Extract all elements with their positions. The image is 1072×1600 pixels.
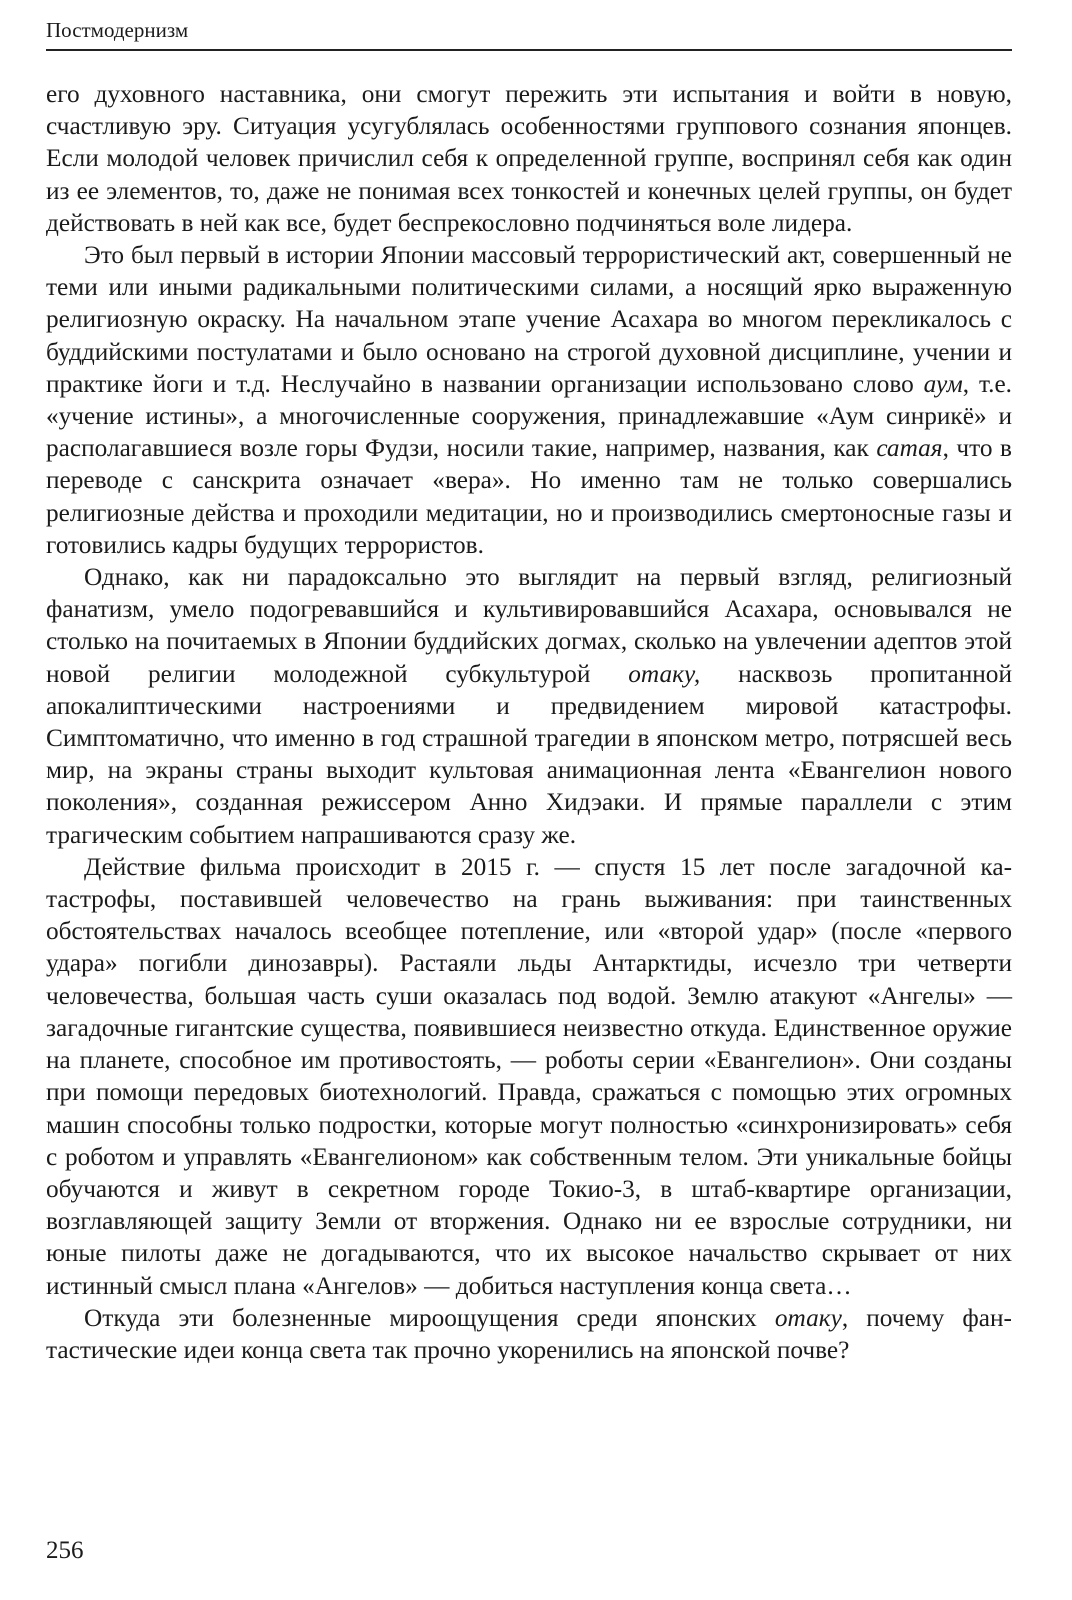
text-segment: , почему фантастические идеи конца света так прочно укоренились на японской почве? (46, 1303, 1012, 1364)
page-number: 256 (46, 1537, 84, 1564)
paragraph-1 (46, 78, 1012, 239)
italic-term: отаку, (628, 659, 701, 688)
body-text (46, 78, 1012, 1366)
text-segment: Однако, как ни парадоксально это выглядит на первый взгляд, религиозный фанатизм, умело подогревавшийся и культивировавшийся Асахара, основывался не столько на почитаемых в Японии буддийских догмах, сколько на увлечении адептов этой новой религии молодежной субкультурой (46, 563, 1012, 688)
paragraph-4 (46, 851, 1012, 1302)
text-segment: насквозь пропитанной апокалиптическими настроениями и предвидением мировой катастрофы. Симптоматично, что именно в год страшной трагедии в японском метро, потрясшей весь мир, на экраны страны выходит культовая анимационная лента «Евангелион нового поколения», созданная режиссером Анно Хидэаки. И прямые параллели с этим трагическим событием напрашиваются сразу же. (46, 659, 1012, 849)
running-header: Постмодернизм (46, 18, 189, 42)
italic-term: сатая (876, 434, 943, 463)
text-segment: Это был первый в истории Японии массовый террористический акт, совершенный не теми или иными радикальными политическими силами, а носящий ярко выраженную религиозную окраску. На начальном этапе учение Асахара во многом перекликалось с буддийскими постулатами и было основано на строгой духовной дисциплине, учении и практике йоги и т.д. Неслучайно в названии организации использовано слово (46, 241, 1012, 398)
text-segment: Действие фильма происходит в 2015 г. — спустя 15 лет после загадочной катастрофы, поставившей человечество на грань выживания: при таинственных обстоятельствах началось всеобщее потепление, или «второй удар» (после «первого удара» погибли динозавры). Растаяли льды Антарктиды, исчезло три четверти человечества, большая часть суши оказалась под водой. Землю атакуют «Ангелы» — загадочные гигантские существа, появившиеся неизвестно откуда. Единственное оружие на планете, способное им противостоять, — роботы серии «Евангелион». Они созданы при помощи передовых биотехнологий. Правда, сражаться с помощью этих огромных машин способны только подростки, которые могут полностью «синхронизировать» себя с роботом и управлять «Евангелионом» как собственным телом. Эти уникальные бойцы обучаются и живут в секретном городе Токио-3, в штаб-квартире организации, возглавляющей защиту Земли от вторжения. Однако ни ее взрослые сотрудники, ни юные пилоты даже не догадываются, что их высокое начальство скрывает от них истинный смысл плана «Ангелов» — добиться наступления конца света… (46, 852, 1012, 1300)
paragraph-5 (46, 1302, 1012, 1366)
paragraph-2 (46, 239, 1012, 561)
text-segment: , что в переводе с санскрита означает «вера». Но именно там не только совершались религиозные действа и проходили медитации, но и производились смертоносные газы и готовились кадры будущих террористов. (46, 434, 1012, 559)
text-segment: его духовного наставника, они смогут пережить эти испытания и войти в новую, счастливую эру. Ситуация усугублялась особенностями группового сознания японцев. Если молодой человек причислил себя к определенной группе, воспринял себя как один из ее элементов, то, даже не понимая всех тонкостей и конечных целей группы, он будет действовать в ней как все, будет беспрекословно подчиняться воле лидера. (46, 80, 1012, 237)
italic-term: отаку (774, 1303, 842, 1332)
header-rule (46, 49, 1012, 51)
book-page (46, 0, 1012, 1600)
italic-term: аум (923, 369, 963, 398)
paragraph-3 (46, 561, 1012, 851)
text-segment: , т.е. «учение истины», а многочисленные сооружения, принадлежавшие «Аум синрикё» и располагавшиеся возле горы Фудзи, носили такие, например, названия, как (46, 369, 1012, 463)
text-segment: Откуда эти болезненные мироощущения среди японских (84, 1303, 775, 1332)
